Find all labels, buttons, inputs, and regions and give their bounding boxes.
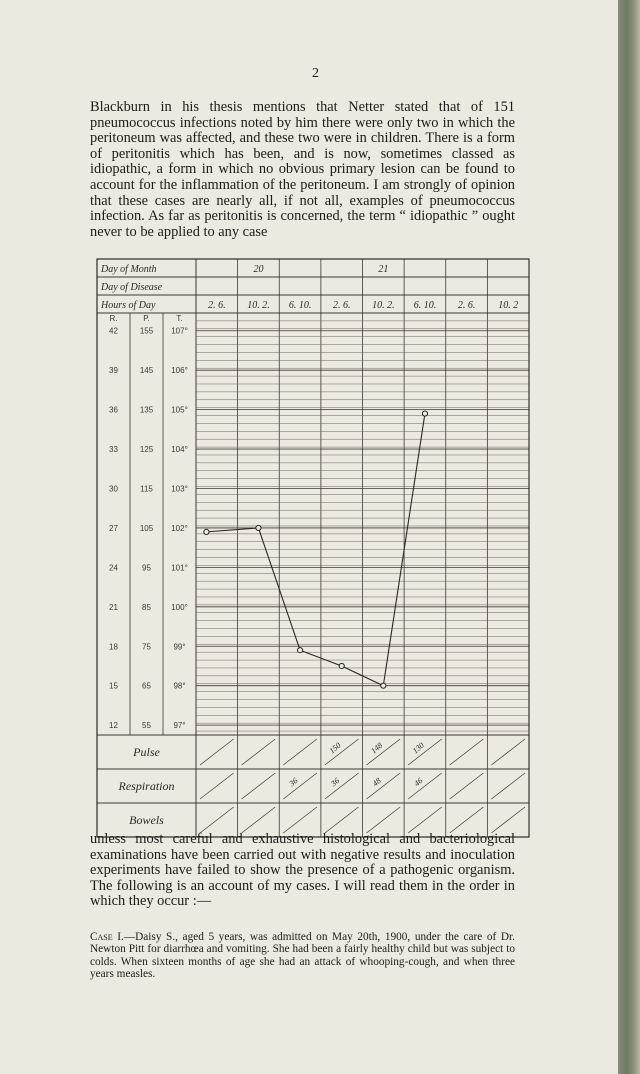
hour-label: 6. 10. [413, 300, 437, 311]
scale-t-value: 104° [171, 445, 188, 455]
scale-header-t: T. [176, 314, 183, 323]
label-hours-of-day: Hours of Day [101, 300, 156, 311]
paragraph-2: unless most careful and exhaustive histological and bacteriological examinations have been carried out with negative results and inoculation experiments have failed to show the presence of a pathogenic organism. The following is an account of my cases. I will read them in the order in which they occur :— [90, 831, 515, 910]
hour-label: 10. 2. [247, 300, 270, 311]
cell-diagonal [283, 773, 317, 799]
cell-value: 148 [369, 740, 385, 756]
scale-r-value: 42 [109, 326, 118, 336]
cell-value: 48 [370, 776, 383, 789]
cell-diagonal [408, 773, 442, 799]
label-day-of-month: Day of Month [101, 264, 157, 275]
scale-p-value: 155 [139, 326, 154, 336]
scale-p-value: 55 [142, 721, 151, 731]
cell-diagonal [491, 807, 525, 833]
cell-diagonal [450, 773, 484, 799]
scale-p-value: 65 [142, 681, 151, 691]
label-pulse: Pulse [133, 745, 160, 759]
hour-label: 2. 6. [208, 300, 226, 311]
cell-diagonal [200, 807, 234, 833]
hour-label: 2. 6. [332, 300, 351, 311]
case-heading: Case I. [90, 931, 124, 943]
cell-diagonal [491, 773, 525, 799]
temperature-point [297, 648, 302, 653]
cell-diagonal [325, 807, 359, 833]
scale-r-value: 27 [109, 523, 118, 533]
scale-p-value: 105 [139, 523, 154, 533]
scale-t-value: 102° [171, 523, 188, 533]
paragraph-1: Blackburn in his thesis mentions that Netter stated that of 151 pneumococcus infections noted by him there were only two in which the peritoneum was affected, and these two were in children. There is a form of peritonitis which has been, and is now, sometimes classed as idiopathic, a form in which no obvious primary lesion can be found to account for the inflammation of the peritoneum. I am strongly of opinion that these cases are nearly all, if not all, examples of pneumococcus infection. As far as peritonitis is concerned, the term “ idiopathic ” ought never to be applied to any case [90, 99, 515, 240]
cell-diagonal [367, 773, 401, 799]
scale-t-value: 106° [171, 366, 188, 376]
cell-value: 130 [410, 740, 426, 756]
scale-r-value: 36 [109, 405, 118, 415]
cell-diagonal [283, 739, 317, 765]
scale-t-value: 99° [173, 642, 186, 652]
cell-diagonal [491, 739, 525, 765]
cell-diagonal [367, 807, 401, 833]
cell-diagonal [200, 773, 234, 799]
scale-r-value: 39 [109, 366, 118, 376]
hour-label: 10. 2 [498, 300, 519, 311]
scale-t-value: 103° [171, 484, 188, 494]
scale-header-p: P. [143, 314, 150, 323]
label-respiration: Respiration [118, 779, 175, 793]
day-value: 21 [378, 264, 389, 275]
temperature-segment [206, 528, 258, 532]
scale-t-value: 107° [171, 326, 188, 336]
cell-diagonal [283, 807, 317, 833]
chart-frame [97, 259, 529, 837]
hour-label: 10. 2. [372, 300, 395, 311]
case-paragraph [90, 931, 515, 981]
hour-label: 2. 6. [457, 300, 476, 311]
cell-diagonal [242, 773, 276, 799]
scale-header-r: R. [109, 314, 118, 323]
scale-r-value: 33 [109, 445, 118, 455]
scale-t-value: 98° [173, 681, 186, 691]
cell-value: 36 [329, 776, 342, 789]
scale-p-value: 125 [139, 445, 154, 455]
case-text: —Daisy S., aged 5 years, was admitted on May 20th, 1900, under the care of Dr. Newton Pitt for diarrhœa and vomiting. She had been a fairly healthy child but was subject to colds. When sixteen months of age she had an attack of whooping-cough, and when three years measles. [90, 931, 515, 981]
temperature-point [422, 411, 427, 416]
scale-r-value: 21 [109, 602, 118, 612]
cell-diagonal [450, 807, 484, 833]
day-value: 20 [253, 264, 264, 275]
cell-diagonal [325, 773, 359, 799]
scale-r-value: 15 [109, 681, 118, 691]
temperature-point [256, 525, 261, 530]
scale-r-value: 30 [109, 484, 118, 494]
temperature-point [381, 683, 386, 688]
cell-diagonal [242, 807, 276, 833]
page-binding-edge [618, 0, 640, 1074]
temperature-point [339, 663, 344, 668]
scale-p-value: 135 [139, 405, 154, 415]
scale-p-value: 145 [139, 366, 154, 376]
scale-r-value: 24 [109, 563, 118, 573]
temperature-point [204, 529, 209, 534]
cell-value: 150 [327, 740, 343, 756]
scale-t-value: 105° [171, 405, 188, 415]
scale-t-value: 97° [173, 721, 186, 731]
scale-p-value: 95 [142, 563, 151, 573]
page-number: 2 [312, 66, 319, 81]
scale-r-value: 12 [109, 721, 118, 731]
cell-diagonal [408, 807, 442, 833]
cell-value: 36 [287, 776, 300, 789]
cell-diagonal [242, 739, 276, 765]
scale-t-value: 100° [171, 602, 188, 612]
cell-value: 46 [412, 776, 425, 789]
scale-p-value: 115 [140, 484, 153, 494]
label-bowels: Bowels [129, 813, 164, 827]
hour-label: 6. 10. [288, 300, 312, 311]
scale-t-value: 101° [171, 563, 188, 573]
cell-diagonal [200, 739, 234, 765]
cell-diagonal [450, 739, 484, 765]
label-day-of-disease: Day of Disease [101, 282, 163, 293]
scale-p-value: 75 [142, 642, 151, 652]
scale-p-value: 85 [142, 602, 151, 612]
scale-r-value: 18 [109, 642, 118, 652]
